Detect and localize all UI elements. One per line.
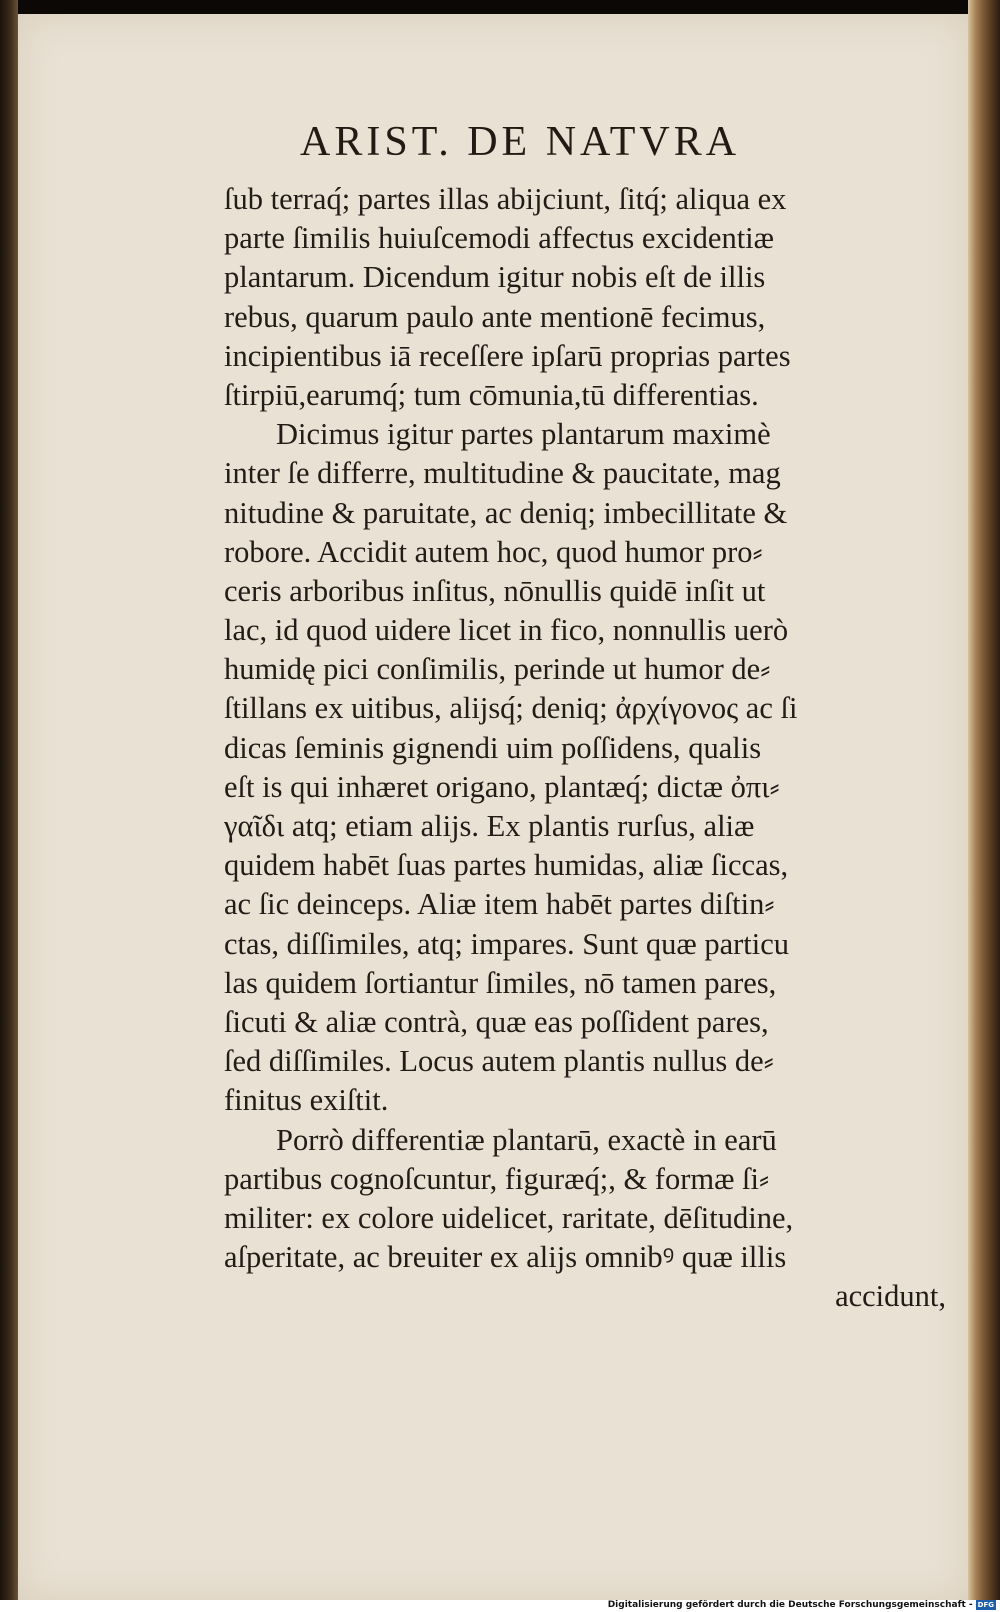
text-line: quidem habēt ſuas partes humidas, aliæ ſiccas, <box>224 848 789 883</box>
text-line: ceris arboribus inſitus, nōnullis quidē inſit ut <box>224 573 766 608</box>
book-left-edge <box>0 0 18 1600</box>
text-line: finitus exiſtit. <box>224 1083 389 1118</box>
text-line: ſicuti & aliæ contrà, quæ eas poſſident pares, <box>224 1004 769 1039</box>
digitization-credit <box>608 1599 996 1611</box>
text-line: ctas, diſſimiles, atq; impares. Sunt quæ particu <box>224 926 790 961</box>
text-line: lac, id quod uidere licet in fico, nonnullis uerò <box>224 613 789 648</box>
text-line: humidę pici conſimilis, perinde ut humor de⸗ <box>224 652 771 687</box>
text-line: aſperitate, ac breuiter ex alijs omnibꝰ quæ illis <box>224 1240 787 1275</box>
text-line: ſtirpiū,earumq́; tum cōmunia,tū differentias. <box>224 377 759 412</box>
text-line: ſtillans ex uitibus, alijsq́; deniq; ἀρχίγονος ac ſi <box>224 691 798 726</box>
running-head: ARIST. DE NATVRA <box>300 119 741 165</box>
catchword: accidunt, <box>835 1279 946 1314</box>
text-line: eſt is qui inhæret origano, plantæq́; dictæ ὀπι⸗ <box>224 769 780 804</box>
text-line: γαῖδι atq; etiam alijs. Ex plantis rurſus, aliæ <box>224 809 755 843</box>
body-text <box>224 180 954 1316</box>
text-line: Porrò differentiæ plantarū, exactè in earū <box>276 1122 777 1157</box>
scan-top-border <box>0 0 1000 14</box>
text-line: dicas ſeminis gignendi uim poſſidens, qualis <box>224 730 762 765</box>
text-line: partibus cognoſcuntur, figuræq́;, & formæ ſi⸗ <box>224 1161 770 1196</box>
text-line: Dicimus igitur partes plantarum maximè <box>276 417 771 452</box>
text-line: nitudine & paruitate, ac deniq; imbecillitate & <box>224 495 788 530</box>
text-line: militer: ex colore uidelicet, raritate, dēſitudine, <box>224 1200 794 1235</box>
dfg-logo: DFG <box>977 1601 994 1609</box>
credit-text: Digitalisierung gefördert durch die Deutsche Forschungsgemeinschaft - <box>607 1600 973 1610</box>
book-right-edge <box>968 0 1000 1600</box>
text-line: ac ſic deinceps. Aliæ item habēt partes diſtin⸗ <box>224 887 775 922</box>
text-line: parte ſimilis huiuſcemodi affectus excidentiæ <box>224 221 774 256</box>
text-line: robore. Accidit autem hoc, quod humor pro⸗ <box>224 534 763 569</box>
text-line: las quidem ſortiantur ſimiles, nō tamen pares, <box>224 965 777 1000</box>
text-line: incipientibus iā receſſere ipſarū proprias partes <box>224 338 791 373</box>
text-line: inter ſe differre, multitudine & paucitate, mag <box>224 456 781 491</box>
text-line: rebus, quarum paulo ante mentionē fecimus, <box>224 299 766 334</box>
text-line: ſed diſſimiles. Locus autem plantis nullus de⸗ <box>224 1044 774 1079</box>
text-line: plantarum. Dicendum igitur nobis eſt de illis <box>224 260 766 295</box>
text-line: ſub terraq́; partes illas abijciunt, ſitq́; aliqua ex <box>224 182 787 216</box>
